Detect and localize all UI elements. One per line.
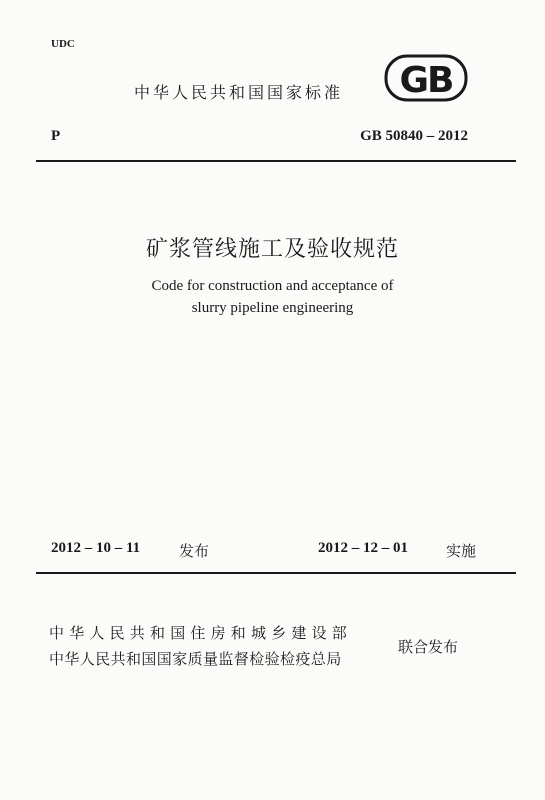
- implementation-label: 实施: [446, 542, 477, 560]
- classification-code: P: [51, 128, 61, 144]
- joint-issue-label: 联合发布: [398, 638, 459, 656]
- standard-header: 中华人民共和国国家标准: [134, 83, 344, 102]
- title-english-line-1: Code for construction and acceptance of: [151, 278, 394, 294]
- top-divider: [36, 160, 516, 162]
- udc-label: UDC: [51, 38, 75, 50]
- issue-date: 2012 – 10 – 11: [51, 540, 141, 556]
- gb-logo-text: GB: [399, 60, 453, 101]
- gb-logo: [384, 54, 468, 102]
- issue-label: 发布: [179, 542, 210, 560]
- bottom-divider: [36, 572, 516, 574]
- title-english-line-2: slurry pipeline engineering: [191, 300, 354, 316]
- issuer-aqsiq: 中华人民共和国国家质量监督检验检疫总局: [49, 650, 342, 668]
- standard-number: GB 50840 – 2012: [360, 128, 468, 144]
- implementation-date: 2012 – 12 – 01: [318, 540, 408, 556]
- title-chinese: 矿浆管线施工及验收规范: [145, 236, 399, 261]
- issuer-ministry-housing: 中华人民共和国住房和城乡建设部: [49, 624, 353, 642]
